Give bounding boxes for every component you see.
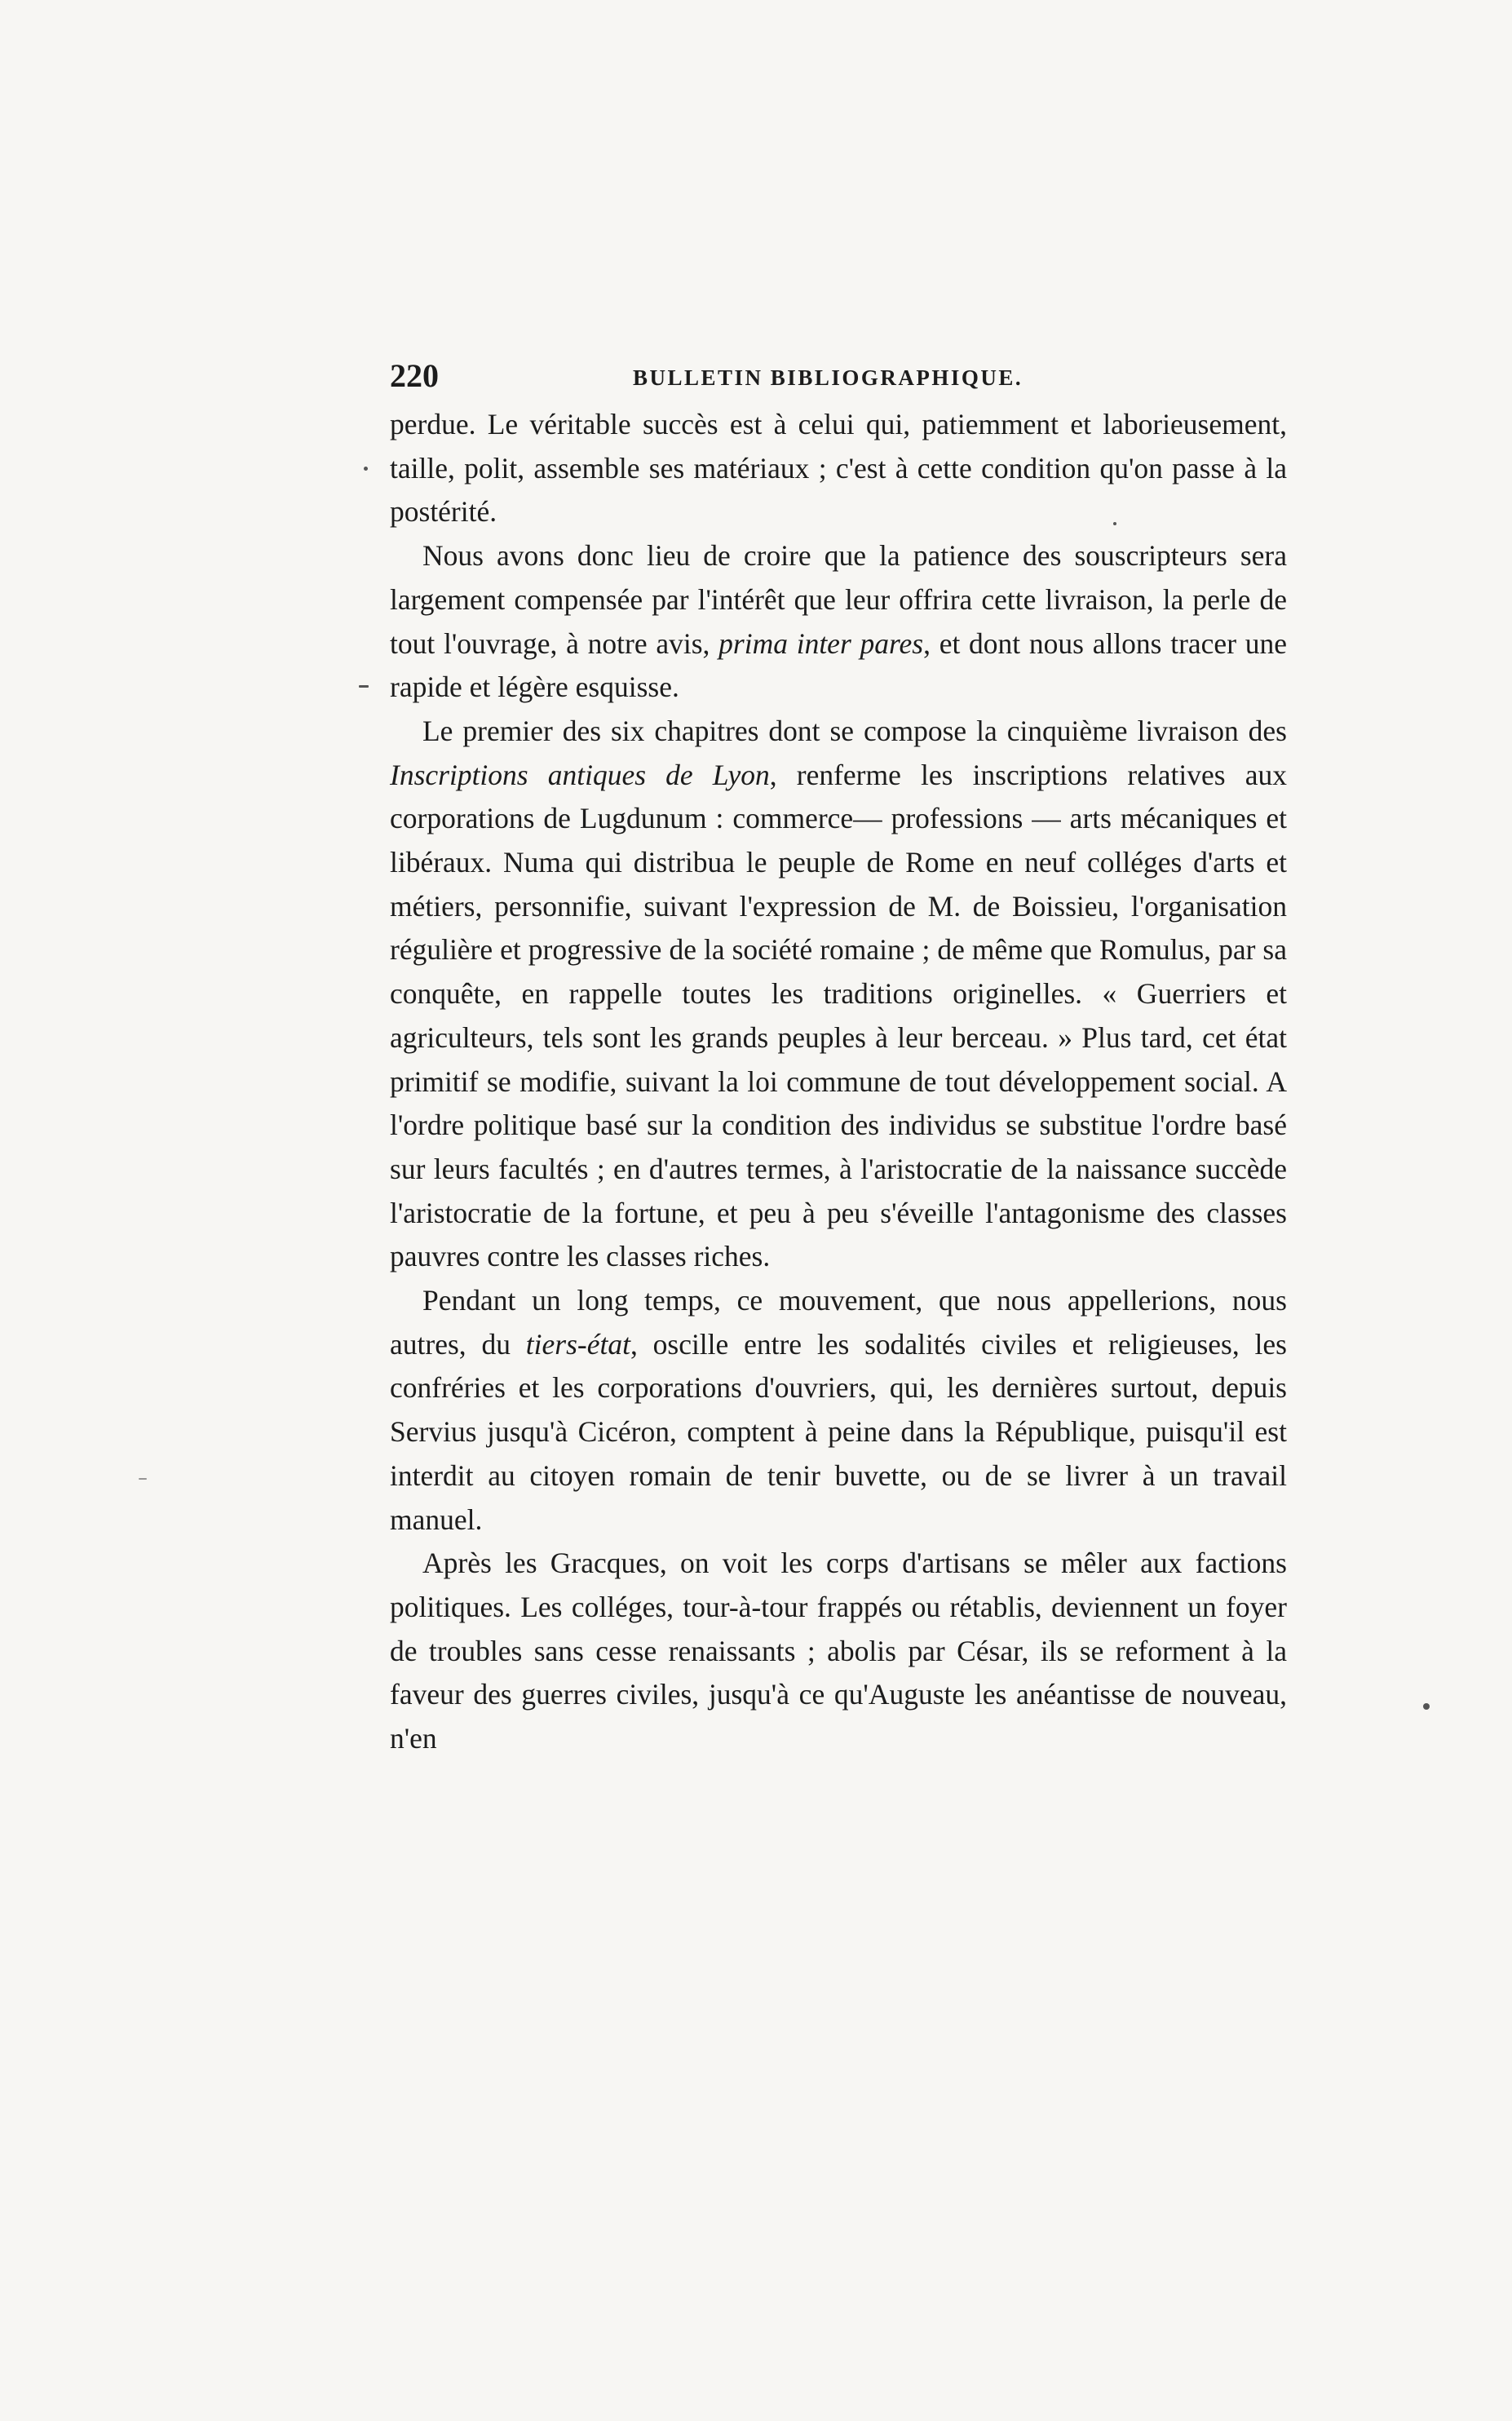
scan-speck bbox=[359, 685, 369, 688]
paragraph-1-text: perdue. Le véritable succès est à celui qui, patiemment et laborieusement, taille, polit, assemble ses matériaux ; c'est à cette condition qu'on passe à la postérité. bbox=[390, 408, 1287, 529]
page-header bbox=[390, 356, 1307, 396]
paragraph-4 bbox=[390, 1279, 1287, 1542]
paragraph-5-text: Après les Gracques, on voit les corps d'artisans se mêler aux factions politiques. Les colléges, tour-à-tour frappés ou rétablis, deviennent un foyer de troubles sans cesse renaissants ; abolis par César, ils se reforment à la faveur des guerres civiles, jusqu'à ce qu'Auguste les anéantisse de nouveau, n'en bbox=[390, 1547, 1287, 1755]
scan-speck bbox=[139, 1478, 147, 1480]
paragraph-5 bbox=[390, 1542, 1287, 1761]
scan-speck bbox=[1113, 522, 1116, 525]
paragraph-3 bbox=[390, 710, 1287, 1279]
body-text bbox=[390, 403, 1287, 1761]
paragraph-2-italic: prima inter pares bbox=[718, 626, 924, 660]
paragraph-2-text-a: Nous avons donc lieu de croire que la patience des souscripteurs sera largement compensée par l'intérêt que leur offrira cette livraison, la perle de tout l'ouvrage, à notre avis, bbox=[390, 539, 1287, 660]
paragraph-3-text-b: , renferme les inscriptions relatives aux corporations de Lugdunum : commerce— professions — arts mécaniques et libéraux. Numa qui distribua le peuple de Rome en neuf colléges d'arts et métiers, personnifie, suivant l'expression de M. de Boissieu, l'organisation régulière et progressive de la société romaine ; de même que Romulus, par sa conquête, en rappelle toutes les traditions originelles. « Guerriers et agriculteurs, tels sont les grands peuples à leur berceau. » Plus tard, cet état primitif se modifie, suivant la loi commune de tout développement social. A l'ordre politique basé sur la condition des individus se substitue l'ordre basé sur leurs facultés ; en d'autres termes, à l'aristocratie de la naissance succède l'aristocratie de la fortune, et peu à peu s'éveille l'antagonisme des classes pauvres contre les classes riches. bbox=[390, 758, 1287, 1273]
paragraph-4-italic: tiers-état bbox=[525, 1327, 630, 1361]
paragraph-4-text-a: Pendant un long temps, ce mouvement, que nous appellerions, nous autres, du bbox=[390, 1284, 1287, 1361]
paragraph-1 bbox=[390, 403, 1287, 534]
scan-speck bbox=[364, 467, 368, 471]
paragraph-3-text-a: Le premier des six chapitres dont se compose la cinquième livraison des bbox=[422, 714, 1287, 747]
page-number: 220 bbox=[390, 357, 439, 394]
paragraph-4-text-b: , oscille entre les sodalités civiles et religieuses, les confréries et les corporations d'ouvriers, qui, les dernières surtout, depuis Servius jusqu'à Cicéron, comptent à peine dans la République, puisqu'il est interdit au citoyen romain de tenir buvette, ou de se livrer à un travail manuel. bbox=[390, 1327, 1287, 1536]
running-head: BULLETIN BIBLIOGRAPHIQUE. bbox=[633, 365, 1023, 390]
paragraph-2-text-b: , et dont nous allons tracer une rapide et légère esquisse. bbox=[390, 626, 1288, 704]
scan-speck bbox=[1423, 1703, 1430, 1710]
paragraph-3-italic: Inscriptions antiques de Lyon bbox=[390, 758, 770, 791]
paragraph-2 bbox=[390, 534, 1287, 710]
